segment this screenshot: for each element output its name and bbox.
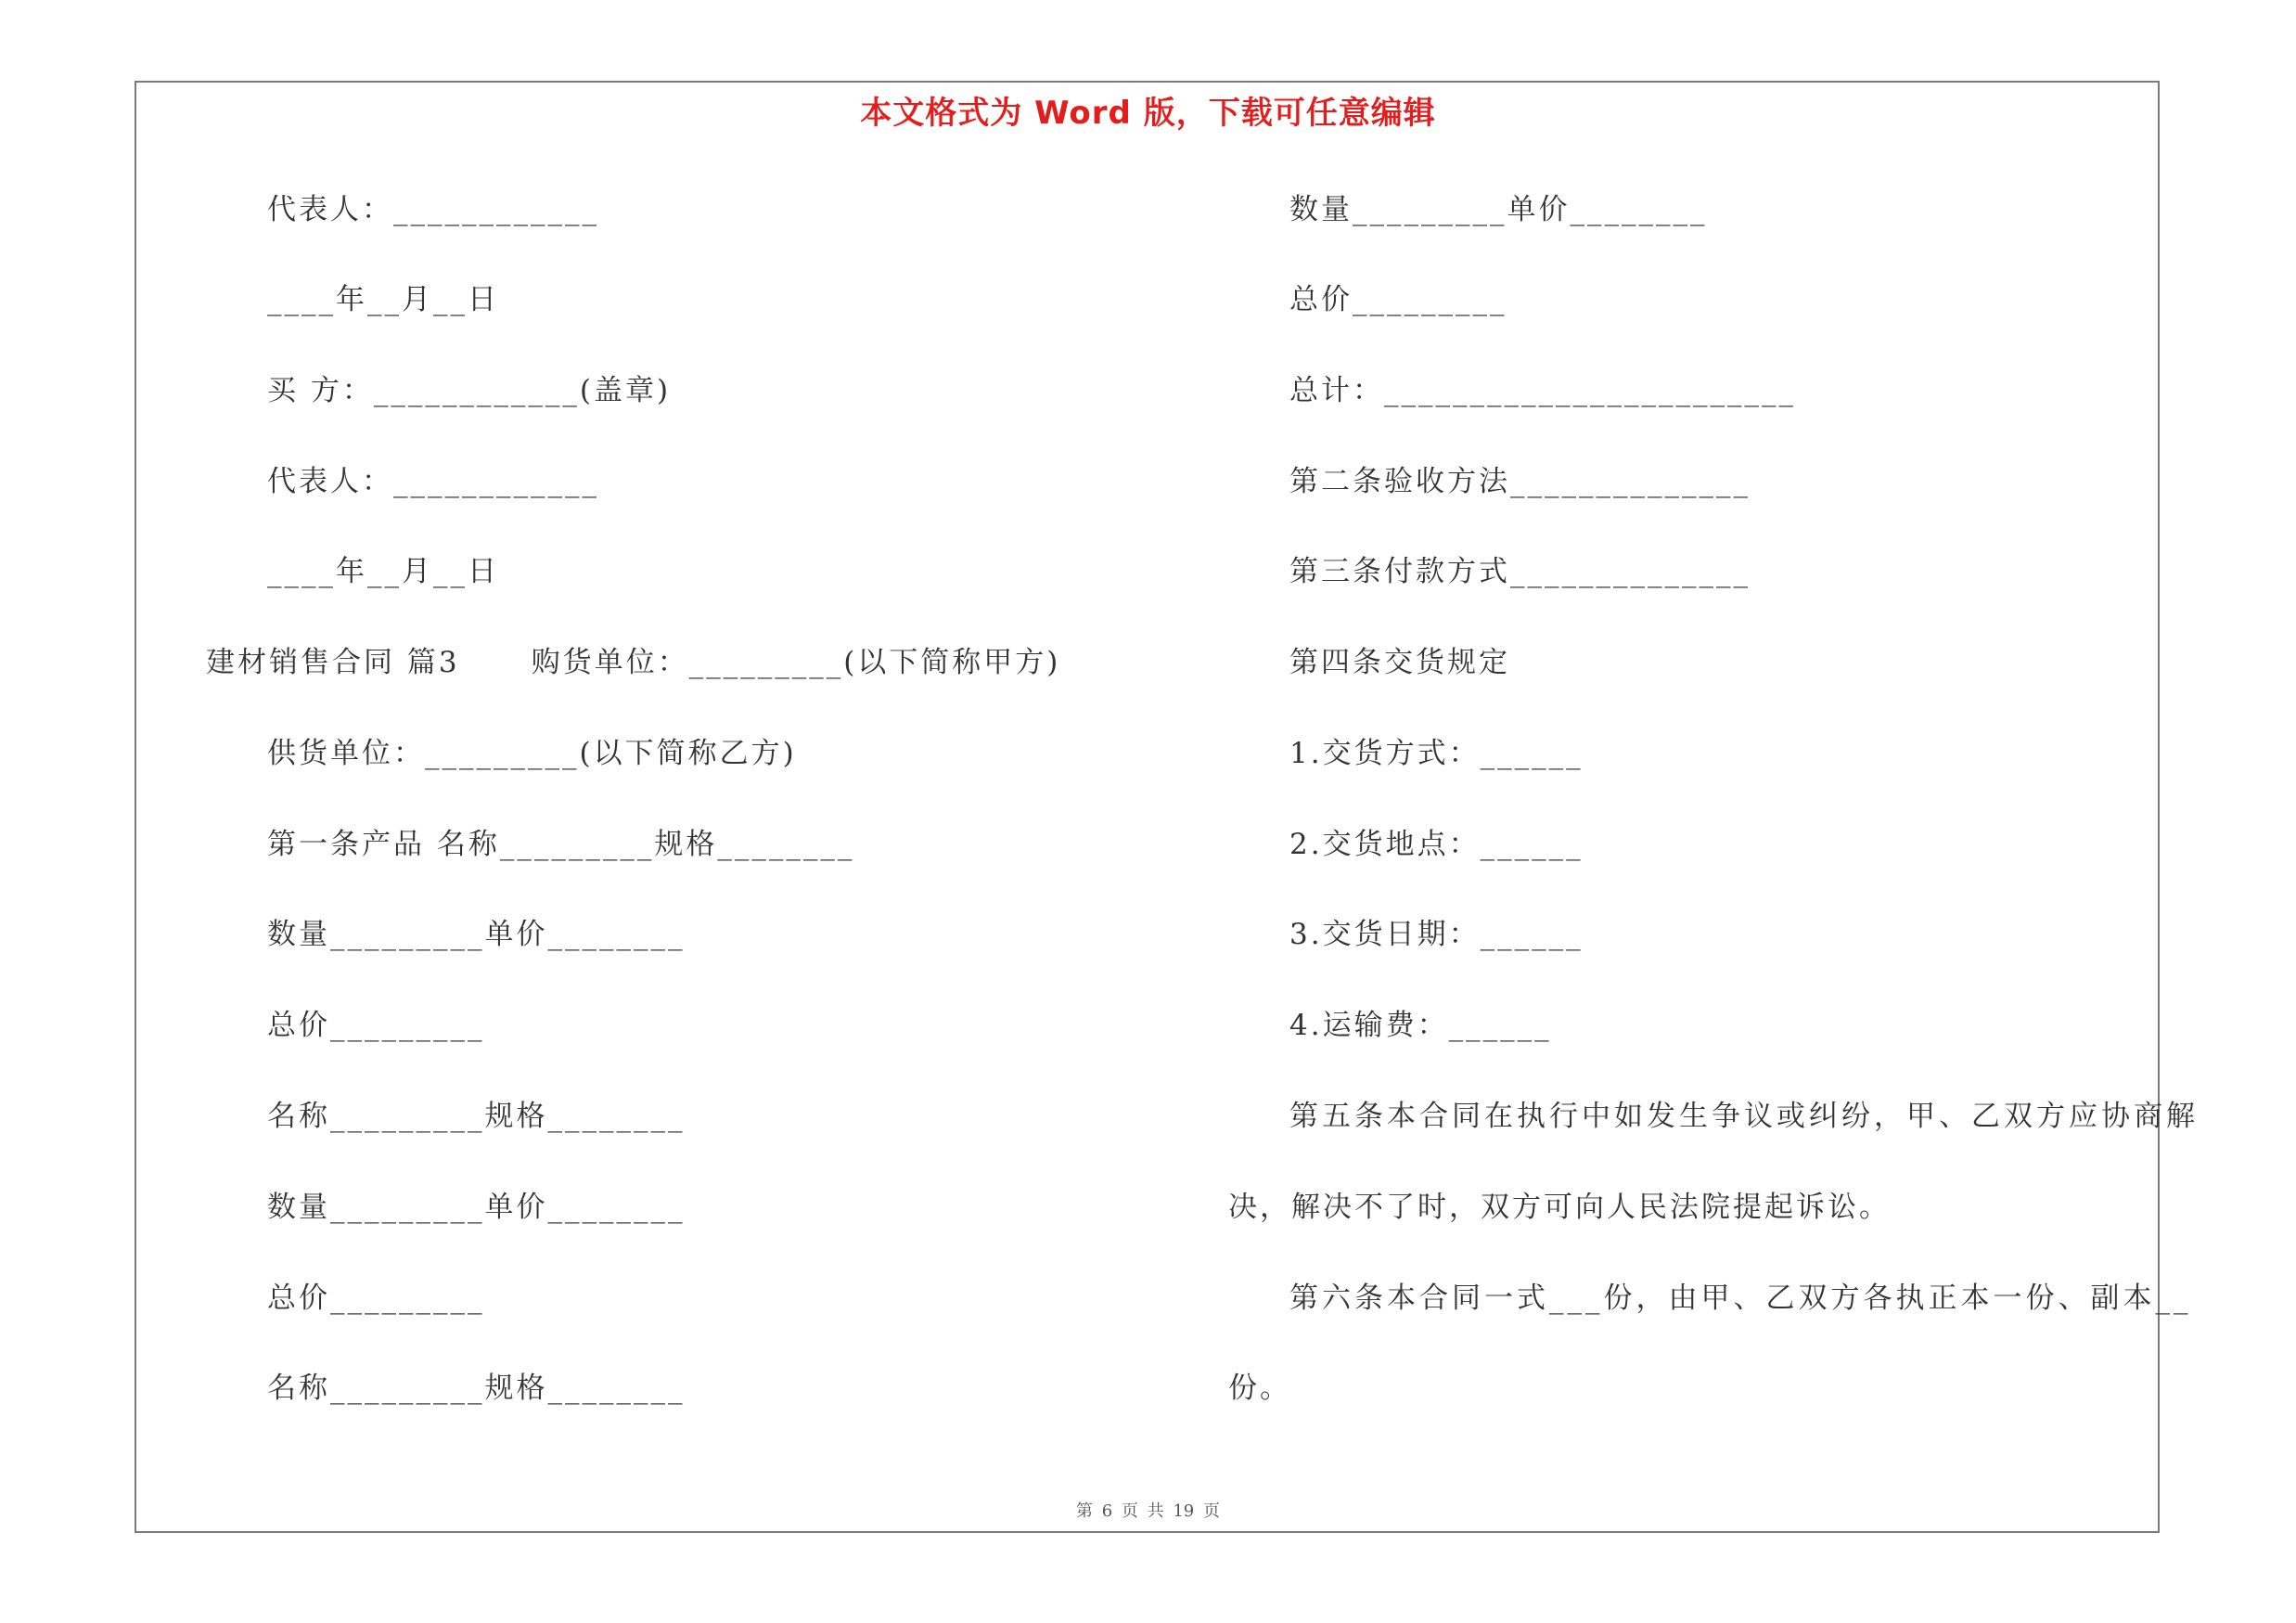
right-line: 份。 xyxy=(1228,1372,1291,1405)
page-number: 第 6 页 共 19 页 xyxy=(1076,1501,1220,1521)
left-line: 代表人：____________ xyxy=(267,465,599,498)
right-line: 第六条本合同一式___份，由甲、乙双方各执正本一份、副本__ xyxy=(1289,1282,2192,1315)
left-line: ____年__月__日 xyxy=(267,555,499,588)
right-line: 3.交货日期：______ xyxy=(1289,918,1584,951)
right-line: 4.运输费：______ xyxy=(1289,1009,1552,1042)
left-line: 买 方：____________(盖章) xyxy=(267,374,672,407)
left-line: 供货单位：_________(以下简称乙方) xyxy=(267,737,797,770)
right-line: 第四条交货规定 xyxy=(1289,646,1510,679)
left-line: 代表人：____________ xyxy=(267,193,599,226)
left-line: 数量_________单价________ xyxy=(267,1191,686,1224)
left-line: ____年__月__日 xyxy=(267,283,499,316)
right-line: 1.交货方式：______ xyxy=(1289,737,1584,770)
left-line: 建材销售合同 篇3 购货单位：_________(以下简称甲方) xyxy=(206,646,1061,679)
right-line: 第五条本合同在执行中如发生争议或纠纷，甲、乙双方应协商解 xyxy=(1289,1100,2199,1133)
right-line: 数量_________单价________ xyxy=(1289,193,1708,226)
left-line: 名称_________规格________ xyxy=(267,1372,686,1405)
right-line: 第二条验收方法______________ xyxy=(1289,465,1751,498)
right-line: 总价_________ xyxy=(1289,283,1507,316)
format-banner: 本文格式为 Word 版，下载可任意编辑 xyxy=(860,95,1436,132)
right-line: 总计：________________________ xyxy=(1289,374,1796,407)
right-line: 决，解决不了时，双方可向人民法院提起诉讼。 xyxy=(1228,1191,1891,1224)
left-line: 数量_________单价________ xyxy=(267,918,686,951)
left-line: 总价_________ xyxy=(267,1282,485,1315)
right-line: 2.交货地点：______ xyxy=(1289,828,1584,861)
left-line: 第一条产品 名称_________规格________ xyxy=(267,828,855,861)
right-line: 第三条付款方式______________ xyxy=(1289,555,1751,588)
left-line: 名称_________规格________ xyxy=(267,1100,686,1133)
left-line: 总价_________ xyxy=(267,1009,485,1042)
